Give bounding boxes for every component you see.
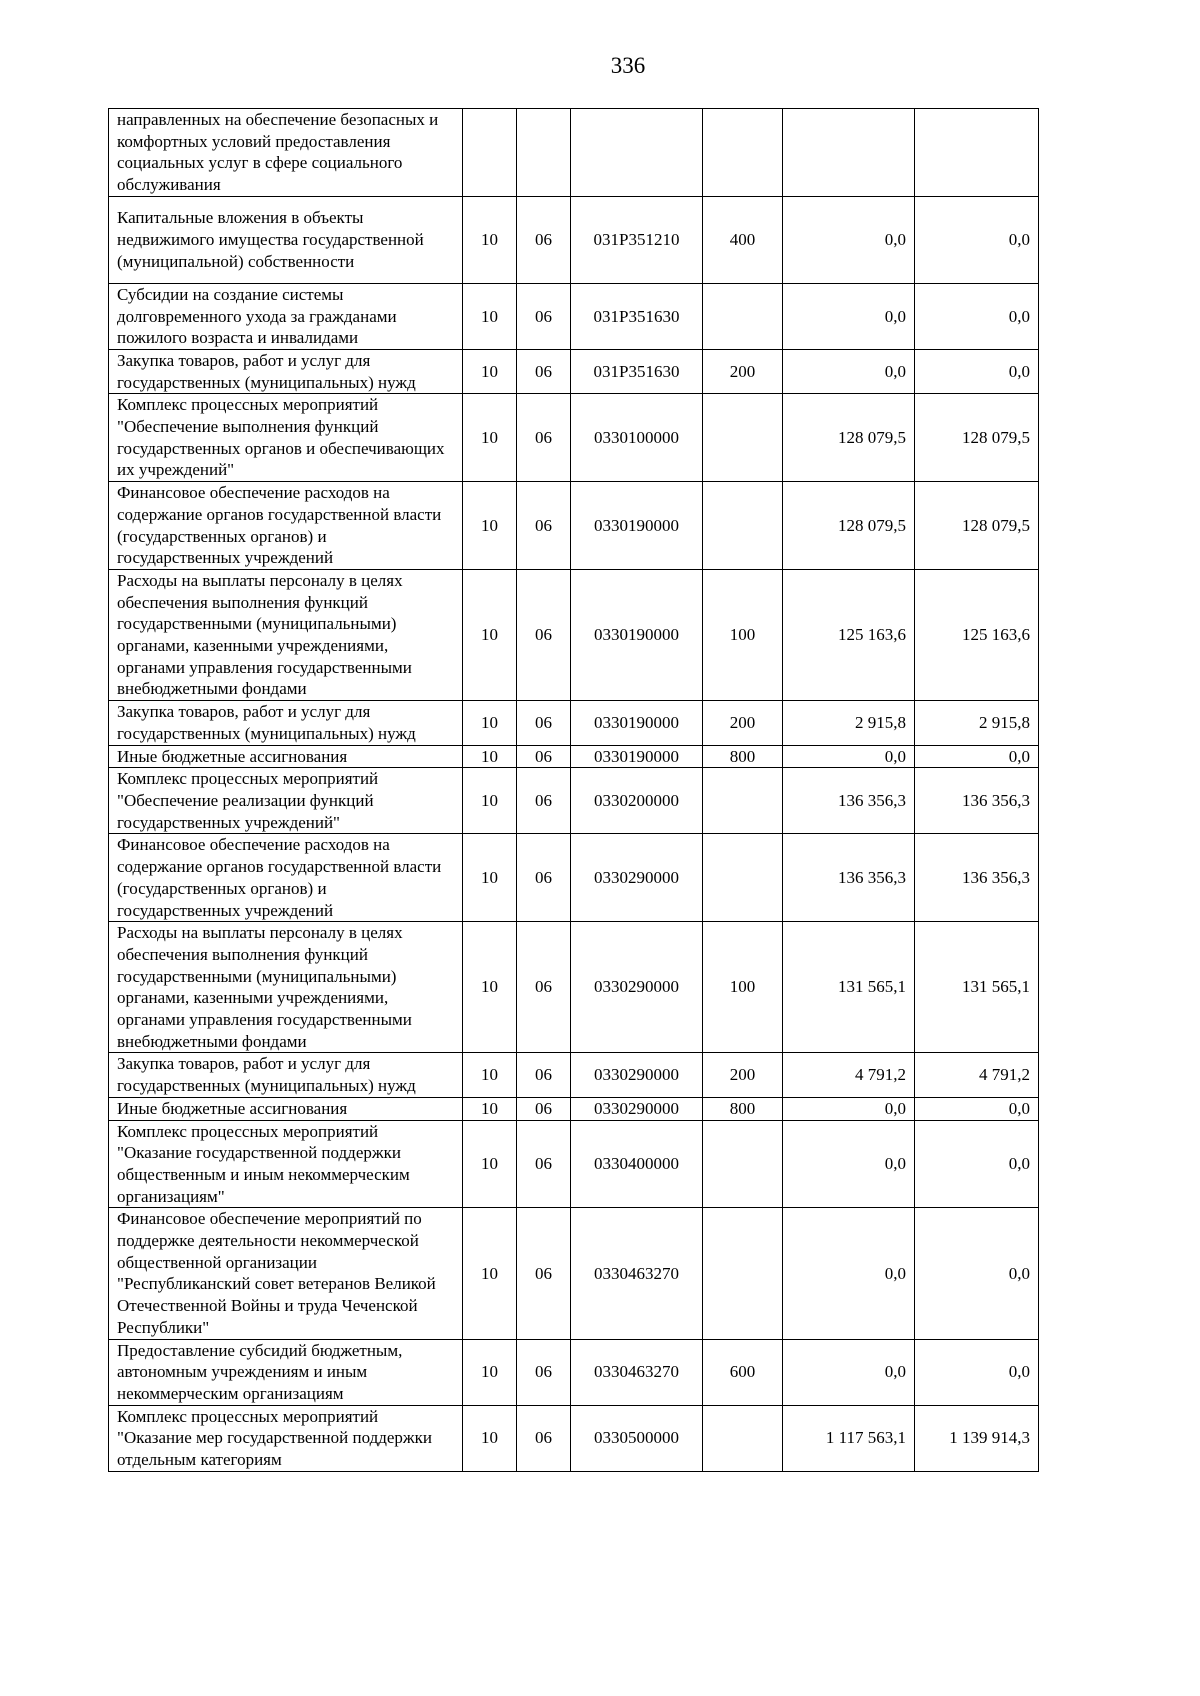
row-section-cell: 10 xyxy=(463,569,517,700)
table-row xyxy=(109,1208,1039,1339)
row-subsection-cell: 06 xyxy=(517,745,571,768)
row-section-cell xyxy=(463,109,517,197)
row-expense-type-cell xyxy=(703,1120,783,1208)
row-section-cell: 10 xyxy=(463,394,517,482)
row-target-article-cell: 031P351630 xyxy=(571,349,703,393)
table-row xyxy=(109,1053,1039,1097)
row-amount-year2-cell: 0,0 xyxy=(915,745,1039,768)
row-expense-type-cell: 200 xyxy=(703,349,783,393)
row-expense-type-cell: 800 xyxy=(703,1097,783,1120)
table-row xyxy=(109,569,1039,700)
row-amount-year1-cell: 0,0 xyxy=(783,1208,915,1339)
row-name-cell: Расходы на выплаты персоналу в целях обеспечения выполнения функций государственными (муниципальными) органами, казенными учреждениями, органами управления государственными внебюджетными фондами xyxy=(109,569,463,700)
table-row xyxy=(109,349,1039,393)
row-amount-year1-cell: 0,0 xyxy=(783,1339,915,1405)
table-row xyxy=(109,701,1039,745)
row-target-article-cell: 0330290000 xyxy=(571,922,703,1053)
row-amount-year2-cell: 125 163,6 xyxy=(915,569,1039,700)
row-section-cell: 10 xyxy=(463,1208,517,1339)
row-target-article-cell: 0330190000 xyxy=(571,569,703,700)
row-expense-type-cell: 200 xyxy=(703,701,783,745)
row-subsection-cell: 06 xyxy=(517,283,571,349)
row-amount-year1-cell: 4 791,2 xyxy=(783,1053,915,1097)
row-amount-year2-cell: 0,0 xyxy=(915,1120,1039,1208)
row-name-cell: Капитальные вложения в объекты недвижимого имущества государственной (муниципальной) собственности xyxy=(109,196,463,283)
row-subsection-cell: 06 xyxy=(517,1405,571,1471)
row-target-article-cell: 0330190000 xyxy=(571,482,703,570)
row-target-article-cell: 0330463270 xyxy=(571,1339,703,1405)
row-section-cell: 10 xyxy=(463,1120,517,1208)
table-row xyxy=(109,283,1039,349)
table-row xyxy=(109,922,1039,1053)
row-amount-year2-cell: 0,0 xyxy=(915,1339,1039,1405)
row-amount-year1-cell: 131 565,1 xyxy=(783,922,915,1053)
row-expense-type-cell xyxy=(703,109,783,197)
row-section-cell: 10 xyxy=(463,1405,517,1471)
row-amount-year2-cell: 1 139 914,3 xyxy=(915,1405,1039,1471)
budget-table xyxy=(108,108,1039,1472)
row-target-article-cell: 0330200000 xyxy=(571,768,703,834)
row-amount-year2-cell: 4 791,2 xyxy=(915,1053,1039,1097)
row-target-article-cell: 0330190000 xyxy=(571,701,703,745)
row-target-article-cell: 0330100000 xyxy=(571,394,703,482)
row-name-cell: Закупка товаров, работ и услуг для государственных (муниципальных) нужд xyxy=(109,349,463,393)
row-section-cell: 10 xyxy=(463,283,517,349)
row-target-article-cell: 0330190000 xyxy=(571,745,703,768)
row-target-article-cell: 0330290000 xyxy=(571,1053,703,1097)
row-section-cell: 10 xyxy=(463,482,517,570)
row-name-cell: направленных на обеспечение безопасных и комфортных условий предоставления социальных услуг в сфере социального обслуживания xyxy=(109,109,463,197)
row-subsection-cell: 06 xyxy=(517,922,571,1053)
row-expense-type-cell: 100 xyxy=(703,569,783,700)
row-amount-year1-cell: 125 163,6 xyxy=(783,569,915,700)
row-amount-year2-cell: 136 356,3 xyxy=(915,834,1039,922)
row-section-cell: 10 xyxy=(463,834,517,922)
row-amount-year2-cell: 128 079,5 xyxy=(915,394,1039,482)
row-name-cell: Комплекс процессных мероприятий "Обеспечение реализации функций государственных учреждений" xyxy=(109,768,463,834)
row-target-article-cell: 031P351630 xyxy=(571,283,703,349)
row-amount-year1-cell: 136 356,3 xyxy=(783,834,915,922)
row-section-cell: 10 xyxy=(463,1097,517,1120)
row-subsection-cell: 06 xyxy=(517,768,571,834)
row-name-cell: Комплекс процессных мероприятий "Оказание государственной поддержки общественным и иным некоммерческим организациям" xyxy=(109,1120,463,1208)
row-expense-type-cell: 600 xyxy=(703,1339,783,1405)
row-expense-type-cell: 100 xyxy=(703,922,783,1053)
row-expense-type-cell: 400 xyxy=(703,196,783,283)
row-amount-year2-cell: 128 079,5 xyxy=(915,482,1039,570)
row-amount-year1-cell: 128 079,5 xyxy=(783,394,915,482)
row-section-cell: 10 xyxy=(463,349,517,393)
row-expense-type-cell xyxy=(703,1208,783,1339)
row-name-cell: Закупка товаров, работ и услуг для государственных (муниципальных) нужд xyxy=(109,701,463,745)
table-row xyxy=(109,482,1039,570)
row-amount-year1-cell: 136 356,3 xyxy=(783,768,915,834)
row-section-cell: 10 xyxy=(463,701,517,745)
row-target-article-cell: 0330290000 xyxy=(571,834,703,922)
row-amount-year1-cell: 0,0 xyxy=(783,283,915,349)
row-target-article-cell xyxy=(571,109,703,197)
row-name-cell: Предоставление субсидий бюджетным, автономным учреждениям и иным некоммерческим организациям xyxy=(109,1339,463,1405)
table-row xyxy=(109,1405,1039,1471)
row-amount-year2-cell: 0,0 xyxy=(915,1208,1039,1339)
row-expense-type-cell xyxy=(703,1405,783,1471)
row-expense-type-cell: 200 xyxy=(703,1053,783,1097)
table-row xyxy=(109,745,1039,768)
page-number: 336 xyxy=(610,53,646,78)
row-name-cell: Комплекс процессных мероприятий "Обеспечение выполнения функций государственных органов и обеспечивающих их учреждений" xyxy=(109,394,463,482)
row-subsection-cell: 06 xyxy=(517,1097,571,1120)
row-target-article-cell: 0330290000 xyxy=(571,1097,703,1120)
row-name-cell: Иные бюджетные ассигнования xyxy=(109,745,463,768)
table-row xyxy=(109,109,1039,197)
row-name-cell: Финансовое обеспечение мероприятий по поддержке деятельности некоммерческой общественной организации "Республиканский совет ветеранов Великой Отечественной Войны и труда Чеченской Республики" xyxy=(109,1208,463,1339)
row-name-cell: Закупка товаров, работ и услуг для государственных (муниципальных) нужд xyxy=(109,1053,463,1097)
row-amount-year2-cell: 0,0 xyxy=(915,349,1039,393)
row-amount-year1-cell: 2 915,8 xyxy=(783,701,915,745)
row-subsection-cell: 06 xyxy=(517,701,571,745)
row-expense-type-cell xyxy=(703,394,783,482)
row-subsection-cell: 06 xyxy=(517,482,571,570)
row-target-article-cell: 031P351210 xyxy=(571,196,703,283)
row-subsection-cell: 06 xyxy=(517,394,571,482)
table-row xyxy=(109,768,1039,834)
row-amount-year1-cell: 0,0 xyxy=(783,349,915,393)
row-subsection-cell: 06 xyxy=(517,569,571,700)
row-name-cell: Финансовое обеспечение расходов на содержание органов государственной власти (государственных органов) и государственных учреждений xyxy=(109,482,463,570)
row-section-cell: 10 xyxy=(463,1053,517,1097)
row-expense-type-cell xyxy=(703,768,783,834)
table-row xyxy=(109,196,1039,283)
row-section-cell: 10 xyxy=(463,745,517,768)
row-amount-year2-cell: 131 565,1 xyxy=(915,922,1039,1053)
table-row xyxy=(109,1097,1039,1120)
row-amount-year1-cell xyxy=(783,109,915,197)
row-subsection-cell: 06 xyxy=(517,1120,571,1208)
row-amount-year2-cell: 2 915,8 xyxy=(915,701,1039,745)
row-amount-year2-cell: 0,0 xyxy=(915,1097,1039,1120)
row-amount-year1-cell: 0,0 xyxy=(783,1097,915,1120)
row-amount-year1-cell: 0,0 xyxy=(783,745,915,768)
row-target-article-cell: 0330500000 xyxy=(571,1405,703,1471)
row-expense-type-cell xyxy=(703,834,783,922)
row-section-cell: 10 xyxy=(463,1339,517,1405)
row-section-cell: 10 xyxy=(463,922,517,1053)
row-amount-year1-cell: 1 117 563,1 xyxy=(783,1405,915,1471)
row-subsection-cell: 06 xyxy=(517,349,571,393)
row-subsection-cell: 06 xyxy=(517,834,571,922)
row-amount-year1-cell: 128 079,5 xyxy=(783,482,915,570)
table-row xyxy=(109,1120,1039,1208)
row-name-cell: Финансовое обеспечение расходов на содержание органов государственной власти (государственных органов) и государственных учреждений xyxy=(109,834,463,922)
table-row xyxy=(109,834,1039,922)
row-subsection-cell: 06 xyxy=(517,1339,571,1405)
row-subsection-cell: 06 xyxy=(517,196,571,283)
row-name-cell: Субсидии на создание системы долговременного ухода за гражданами пожилого возраста и инвалидами xyxy=(109,283,463,349)
row-expense-type-cell xyxy=(703,482,783,570)
row-subsection-cell: 06 xyxy=(517,1208,571,1339)
row-amount-year1-cell: 0,0 xyxy=(783,196,915,283)
row-name-cell: Расходы на выплаты персоналу в целях обеспечения выполнения функций государственными (муниципальными) органами, казенными учреждениями, органами управления государственными внебюджетными фондами xyxy=(109,922,463,1053)
row-name-cell: Иные бюджетные ассигнования xyxy=(109,1097,463,1120)
row-subsection-cell xyxy=(517,109,571,197)
row-amount-year1-cell: 0,0 xyxy=(783,1120,915,1208)
row-target-article-cell: 0330463270 xyxy=(571,1208,703,1339)
row-expense-type-cell xyxy=(703,283,783,349)
row-section-cell: 10 xyxy=(463,196,517,283)
row-target-article-cell: 0330400000 xyxy=(571,1120,703,1208)
row-amount-year2-cell: 136 356,3 xyxy=(915,768,1039,834)
row-subsection-cell: 06 xyxy=(517,1053,571,1097)
budget-table-body xyxy=(109,109,1039,1472)
row-expense-type-cell: 800 xyxy=(703,745,783,768)
table-row xyxy=(109,394,1039,482)
row-amount-year2-cell xyxy=(915,109,1039,197)
row-amount-year2-cell: 0,0 xyxy=(915,196,1039,283)
row-section-cell: 10 xyxy=(463,768,517,834)
row-amount-year2-cell: 0,0 xyxy=(915,283,1039,349)
row-name-cell: Комплекс процессных мероприятий "Оказание мер государственной поддержки отдельным категориям xyxy=(109,1405,463,1471)
table-row xyxy=(109,1339,1039,1405)
